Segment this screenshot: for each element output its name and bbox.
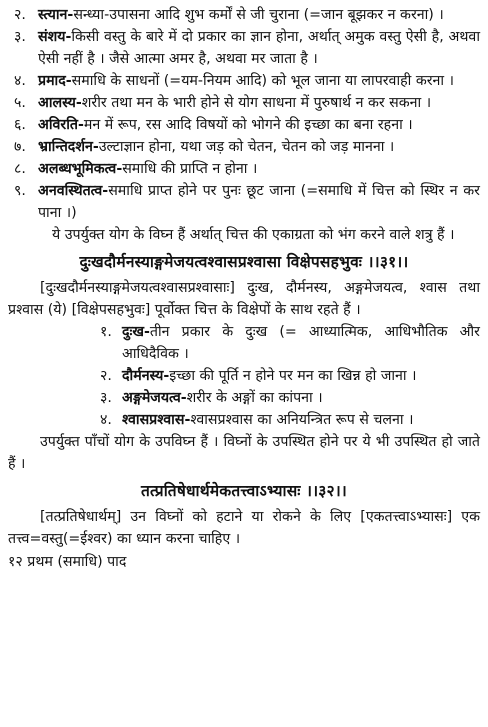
item-number: ४. (14, 73, 26, 89)
item-text: समाधि की प्राप्ति न होना । (122, 161, 258, 177)
list-item (8, 114, 480, 136)
item-term: भ्रान्तिदर्शन- (38, 139, 99, 155)
list-item (8, 136, 480, 158)
item-text: सन्ध्या-उपासना आदि शुभ कर्मों से जी चुराना (=जान बूझकर न करना) । (73, 7, 444, 23)
item-term: अङ्गमेजयत्व- (122, 390, 187, 406)
list-item (8, 321, 480, 365)
item-term: दौर्मनस्य- (122, 368, 170, 384)
item-number: २. (100, 368, 112, 384)
page-footer: १२ प्रथम (समाधि) पाद (8, 554, 127, 570)
sutra-32-commentary: [तत्प्रतिषेधार्थम्] उन विघ्नों को हटाने या रोकने के लिए [एकतत्त्वाऽभ्यासः] एक तत्त्व=वस्तु(=ईश्वर) का ध्यान करना चाहिए । (8, 509, 480, 547)
item-number: ३. (14, 29, 26, 45)
item-number: ३. (100, 390, 112, 406)
item-term: श्वासप्रश्वास- (122, 412, 191, 428)
sub-obstacle-list (8, 321, 480, 431)
item-term: संशय- (38, 29, 72, 45)
list-item (8, 70, 480, 92)
obstacles-summary: ये उपर्युक्त योग के विघ्न हैं अर्थात् चित्त की एकाग्रता को भंग करने वाले शत्रु हैं । (52, 227, 455, 243)
item-term: आलस्य- (38, 95, 82, 111)
list-item (8, 158, 480, 180)
item-text: मन में रूप, रस आदि विषयों को भोगने की इच्छा का बना रहना । (83, 117, 413, 133)
sutra-32: तत्प्रतिषेधार्थमेकतत्त्वाऽभ्यासः ।।३२।। (141, 482, 347, 500)
item-text: किसी वस्तु के बारे में दो प्रकार का ज्ञान होना, अर्थात् अमुक वस्तु ऐसी है, अथवा ऐसी नहीं है । जैसे आत्मा अमर है, अथवा मर जाता है । (38, 29, 480, 67)
item-text: शरीर के अङ्गों का कांपना । (186, 390, 323, 406)
sub-obstacles-summary: उपर्युक्त पाँचों योग के उपविघ्न हैं । विघ्नों के उपस्थित होने पर ये भी उपस्थित हो जाते हैं । (8, 434, 480, 472)
list-item (8, 365, 480, 387)
sutra-31: दुःखदौर्मनस्याङ्गमेजयत्वश्वासप्रश्वासा विक्षेपसहभुवः ।।३१।। (79, 253, 409, 271)
item-text: तीन प्रकार के दुःख (= आध्यात्मिक, आधिभौतिक और आधिदैविक । (122, 324, 480, 362)
item-text: समाधि प्राप्त होने पर पुनः छूट जाना (=समाधि में चित्त को स्थिर न कर पाना ।) (38, 183, 480, 221)
item-number: ९. (14, 183, 26, 199)
sutra-31-commentary: [दुःखदौर्मनस्याङ्गमेजयत्वश्वासप्रश्वासाः] दुःख, दौर्मनस्य, अङ्गमेजयत्व, श्वास तथा प्रश्वास (ये) [विक्षेपसहभुवः] पूर्वोक्त चित्त के विक्षेपों के साथ रहते हैं । (8, 280, 480, 318)
obstacle-list (8, 4, 480, 224)
item-number: ८. (14, 161, 26, 177)
item-text: शरीर तथा मन के भारी होने से योग साधना में पुरुषार्थ न कर सकना । (81, 95, 432, 111)
list-item (8, 92, 480, 114)
item-term: दुःख- (122, 324, 150, 340)
item-text: श्वासप्रश्वास का अनियन्त्रित रूप से चलना । (190, 412, 414, 428)
list-item (8, 4, 480, 26)
item-term: अविरति- (38, 117, 84, 133)
item-term: प्रमाद- (38, 73, 72, 89)
item-number: २. (14, 7, 26, 23)
item-number: ६. (14, 117, 26, 133)
item-term: अनवस्थितत्व- (38, 183, 109, 199)
item-number: १. (100, 324, 112, 340)
item-text: समाधि के साधनों (=यम-नियम आदि) को भूल जाना या लापरवाही करना । (71, 73, 454, 89)
item-number: ७. (14, 139, 26, 155)
list-item (8, 26, 480, 70)
list-item (8, 387, 480, 409)
item-term: स्त्यान- (38, 7, 74, 23)
item-number: ४. (100, 412, 112, 428)
item-text: इच्छा की पूर्ति न होने पर मन का खिन्न हो जाना । (169, 368, 417, 384)
item-text: उल्टाज्ञान होना, यथा जड़ को चेतन, चेतन को जड़ मानना । (98, 139, 395, 155)
item-number: ५. (14, 95, 26, 111)
item-term: अलब्धभूमिकत्व- (38, 161, 123, 177)
list-item (8, 409, 480, 431)
list-item (8, 180, 480, 224)
